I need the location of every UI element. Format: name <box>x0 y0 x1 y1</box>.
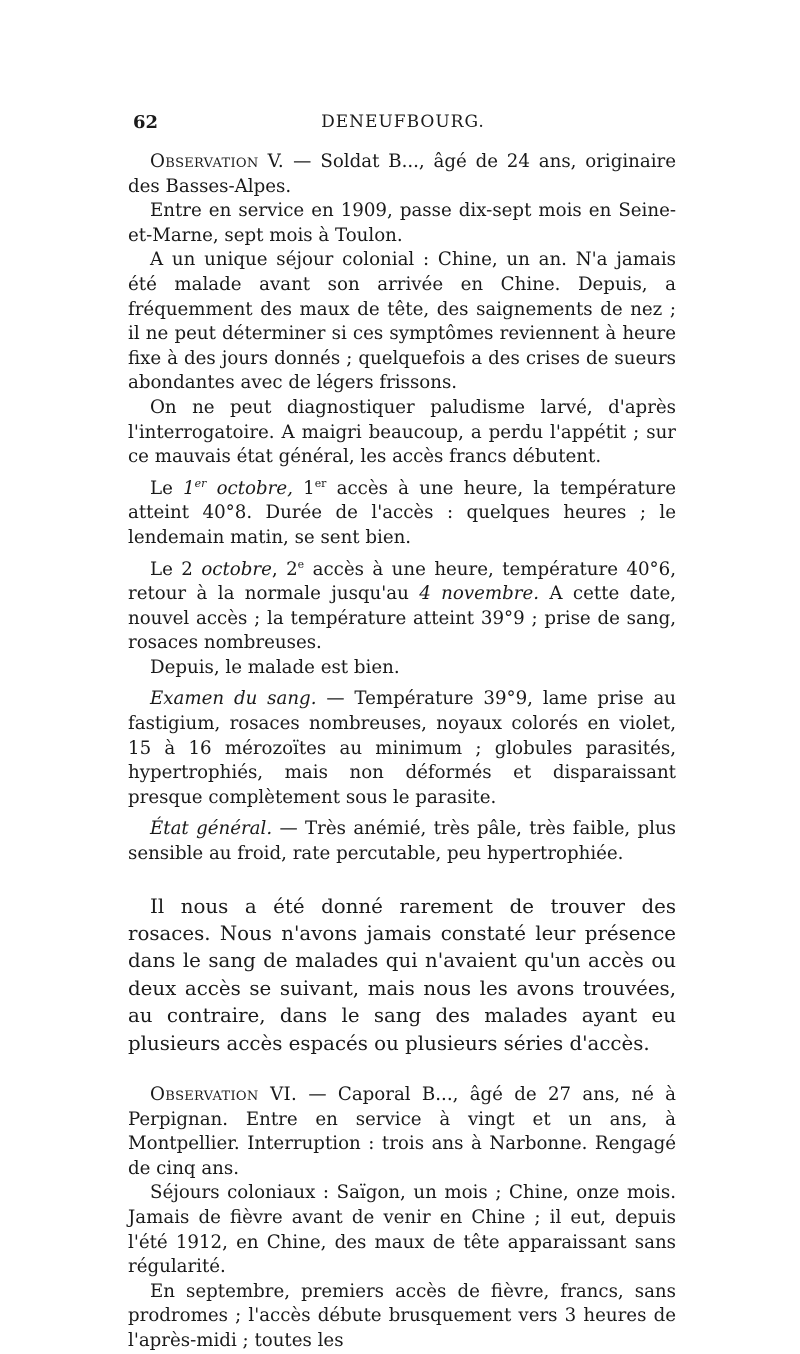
observation-5 <box>128 150 676 470</box>
obs5-first-access: Le 1er octobre, 1er accès à une heure, la température atteint 40°8. Durée de l'accès : quelques heures ; le lendemain matin, se sent bien. <box>128 476 676 548</box>
obs5-second-access: Le 2 octobre, 2e accès à une heure, température 40°6, retour à la normale jusqu'au 4 novembre. A cette date, nouvel accès ; la température atteint 39°9 ; prise de sang, rosaces nombreuses. <box>128 557 677 654</box>
obs5-service: Entre en service en 1909, passe dix-sept mois en Seine-et-Marne, sept mois à Toulon. <box>128 200 676 246</box>
obs5-blood-exam: Examen du sang. — Température 39°9, lame prise au fastigium, rosaces nombreuses, noyaux colorés en violet, 15 à 16 mérozoïtes au minimum ; globules parasités, hypertrophiés, mais non déformés et disparaissant presque complètement sous le parasite. <box>128 688 676 808</box>
obs5-general-state: État général. — Très anémié, très pâle, très faible, plus sensible au froid, rate percutable, peu hypertrophiée. <box>128 818 676 865</box>
page-body <box>128 150 676 1354</box>
commentary-paragraph: Il nous a été donné rarement de trouver des rosaces. Nous n'avons jamais constaté leur présence dans le sang de malades qui n'avaient qu'un accès ou deux accès se suivant, mais nous les avons trouvées, au contraire, dans le sang des malades ayant eu plusieurs accès espacés ou plusieurs séries d'accès. <box>128 894 676 1055</box>
page-header <box>133 112 673 142</box>
obs6-september: En septembre, premiers accès de fièvre, francs, sans prodromes ; l'accès débute brusquement vers 3 heures de l'après-midi ; toutes les <box>128 1280 676 1351</box>
obs5-label: Observation V. — <box>150 151 312 172</box>
obs5-intro: Observation V. — Soldat B..., âgé de 24 ans, originaire des Basses-Alpes. <box>128 151 676 197</box>
obs5-since: Depuis, le malade est bien. <box>150 656 400 678</box>
obs5-colonial: A un unique séjour colonial : Chine, un an. N'a jamais été malade avant son arrivée en Chine. Depuis, a fréquemment des maux de tête, des saignements de nez ; il ne peut déterminer si ces symptômes reviennent à heure fixe à des jours donnés ; quelquefois a des crises de sueurs abondantes avec de légers frissons. <box>128 249 676 394</box>
obs5-diagnosis: On ne peut diagnostiquer paludisme larvé, d'après l'interrogatoire. A maigri beaucoup, a perdu l'appétit ; sur ce mauvais état général, les accès francs débutent. <box>128 396 676 468</box>
obs6-label: Observation VI. <box>150 1084 298 1106</box>
running-head: DENEUFBOURG. <box>321 112 485 132</box>
obs6-intro: Observation VI. — Caporal B..., âgé de 27 ans, né à Perpignan. Entre en service à vingt et un ans, à Montpellier. Interruption : trois ans à Narbonne. Rengagé de cinq ans. <box>128 1084 676 1179</box>
observation-6 <box>128 1083 676 1354</box>
page-number: 62 <box>133 112 159 133</box>
obs6-colonial: Séjours coloniaux : Saïgon, un mois ; Chine, onze mois. Jamais de fièvre avant de venir en Chine ; il eut, depuis l'été 1912, en Chine, des maux de tête apparaissant sans régularité. <box>128 1182 676 1278</box>
